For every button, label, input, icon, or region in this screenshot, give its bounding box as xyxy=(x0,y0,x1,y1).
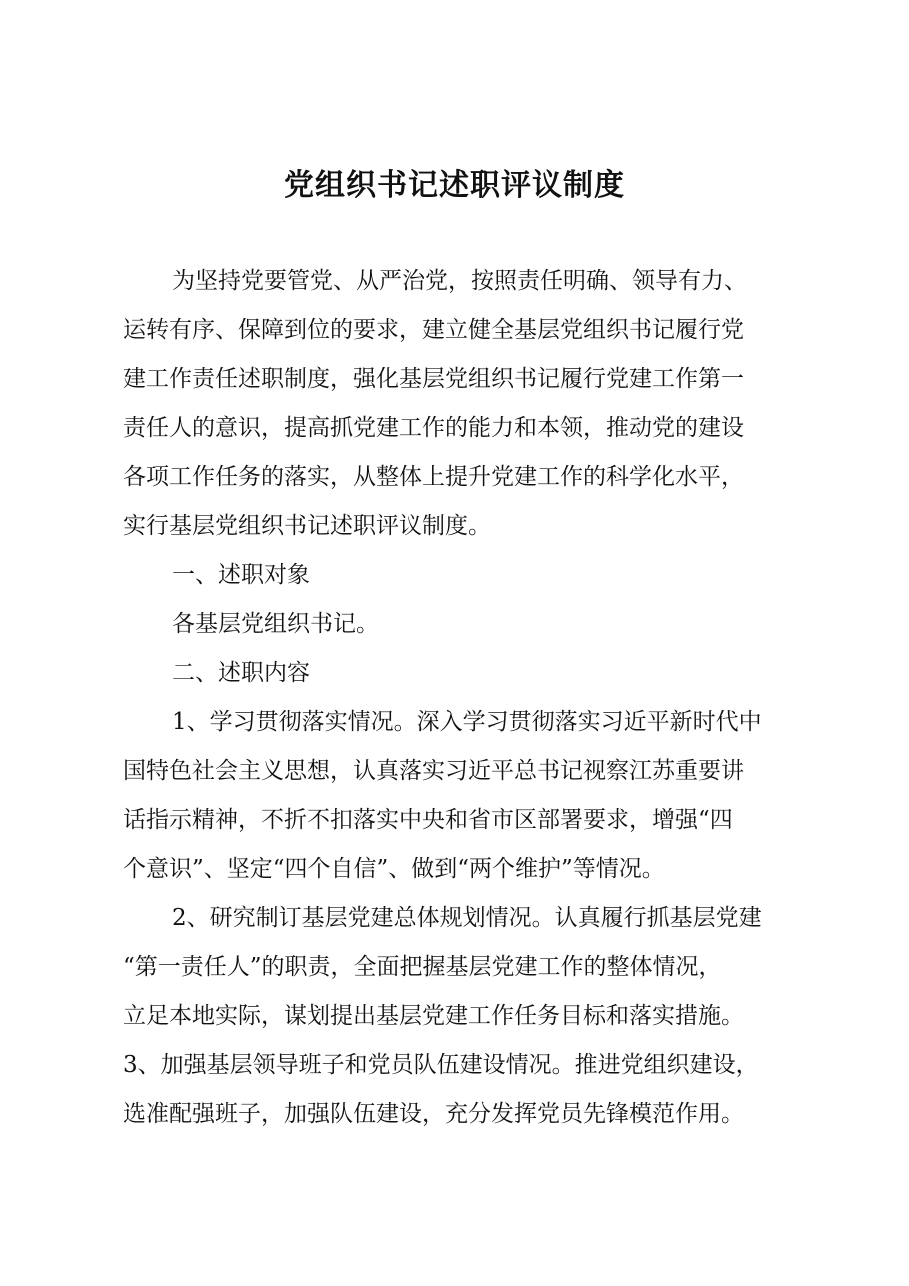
line-text: 立足本地实际，谋划提出基层党建工作任务目标和落实措施。 xyxy=(123,1003,744,1029)
line-text: 二、述职内容 xyxy=(172,660,310,686)
paragraph-line xyxy=(0,845,909,893)
line-text: 责任人的意识，提高抓党建工作的能力和本领，推动党的建设 xyxy=(123,415,744,441)
paragraph-line xyxy=(0,502,909,550)
document-title: 党组织书记述职评议制度 xyxy=(284,168,625,203)
paragraph-line xyxy=(0,453,909,501)
line-text: “第一责任人”的职责，全面把握基层党建工作的整体情况， xyxy=(123,954,722,980)
line-text: 运转有序、保障到位的要求，建立健全基层党组织书记履行党 xyxy=(123,317,744,343)
line-text: 国特色社会主义思想，认真落实习近平总书记视察江苏重要讲 xyxy=(123,758,744,784)
line-text: 3、加强基层领导班子和党员队伍建设情况。推进党组织建设， xyxy=(123,1052,759,1078)
paragraph-line xyxy=(0,796,909,844)
paragraph-line xyxy=(0,747,909,795)
line-text: 话指示精神，不折不扣落实中央和省市区部署要求，增强“四 xyxy=(123,807,733,833)
paragraph-line xyxy=(0,404,909,452)
line-text: 一、述职对象 xyxy=(172,562,310,588)
line-text: 建工作责任述职制度，强化基层党组织书记履行党建工作第一 xyxy=(123,366,744,392)
section-heading xyxy=(0,649,909,697)
paragraph-line xyxy=(0,992,909,1040)
paragraph-line xyxy=(0,698,909,746)
section-heading xyxy=(0,551,909,599)
line-text: 各基层党组织书记。 xyxy=(172,611,379,637)
paragraph-line xyxy=(0,355,909,403)
line-text: 2、研究制订基层党建总体规划情况。认真履行抓基层党建 xyxy=(172,905,762,931)
paragraph-line xyxy=(0,306,909,354)
paragraph-line xyxy=(0,600,909,648)
paragraph-line xyxy=(0,1090,909,1138)
line-text: 1、学习贯彻落实情况。深入学习贯彻落实习近平新时代中 xyxy=(172,709,762,735)
line-text: 各项工作任务的落实，从整体上提升党建工作的科学化水平， xyxy=(123,464,744,490)
paragraph-line xyxy=(0,257,909,305)
line-text: 个意识”、坚定“四个自信”、做到“两个维护”等情况。 xyxy=(123,856,665,882)
paragraph-line xyxy=(0,1041,909,1089)
line-text: 实行基层党组织书记述职评议制度。 xyxy=(123,513,491,539)
line-text: 选准配强班子，加强队伍建设，充分发挥党员先锋模范作用。 xyxy=(123,1101,744,1127)
line-text: 为坚持党要管党、从严治党，按照责任明确、领导有力、 xyxy=(172,268,747,294)
paragraph-line xyxy=(0,943,909,991)
paragraph-line xyxy=(0,894,909,942)
